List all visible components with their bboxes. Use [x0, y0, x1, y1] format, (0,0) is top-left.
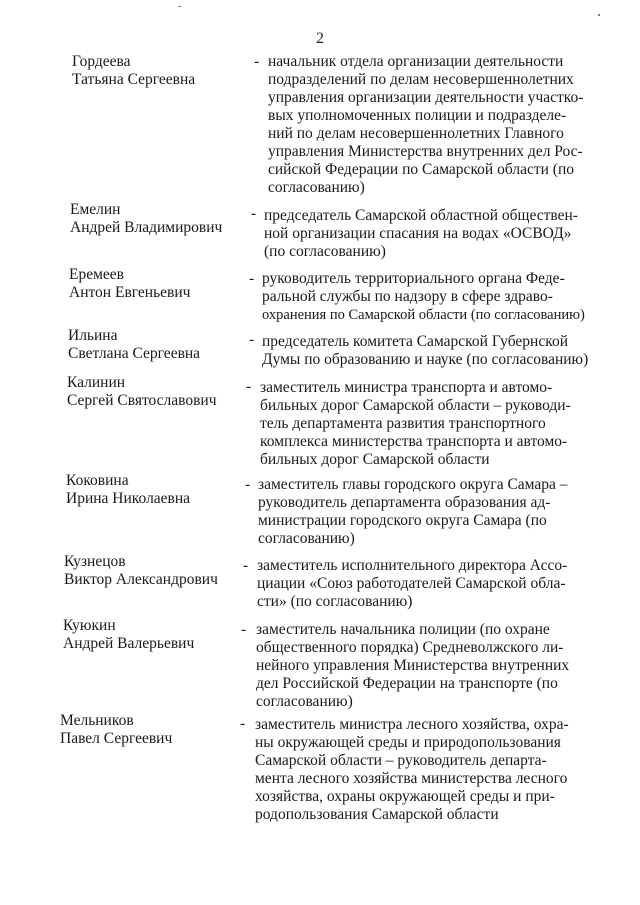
person-position	[256, 621, 569, 711]
person-name	[72, 53, 272, 89]
person-name	[64, 553, 264, 589]
position-line: тель департамента развития транспортного	[260, 415, 546, 432]
position-line: заместитель министра лесного хозяйства, охра-	[255, 716, 569, 733]
person-position	[260, 379, 571, 469]
position-line: бильных дорог Самарской области	[260, 451, 490, 468]
position-line: родопользования Самарской области	[255, 806, 499, 823]
position-line: циации «Союз работодателей Самарской обла-	[257, 575, 566, 592]
person-name	[66, 472, 266, 508]
person-position	[257, 557, 567, 611]
position-line: комплекса министерства транспорта и автомо-	[260, 433, 568, 450]
person-surname: Калинин	[67, 374, 126, 391]
person-position	[255, 716, 569, 824]
position-line: министрации городского округа Самара (по	[258, 512, 547, 529]
person-given-names: Светлана Сергеевна	[68, 345, 201, 362]
position-line: согласованию)	[258, 530, 355, 547]
person-name	[63, 617, 263, 653]
position-line: вых уполномоченных полиции и подразделе-	[268, 107, 567, 124]
person-surname: Емелин	[70, 201, 121, 218]
position-line: охранения по Самарской области (по согласованию)	[262, 307, 585, 323]
position-line: председатель комитета Самарской Губернской	[262, 333, 569, 350]
person-name	[68, 327, 268, 363]
person-given-names: Андрей Валерьевич	[63, 635, 195, 652]
person-name	[60, 712, 260, 748]
entry-dash: -	[254, 53, 260, 70]
person-name	[69, 266, 269, 302]
position-line: ной организации спасания на водах «ОСВОД»	[264, 225, 572, 242]
person-name	[70, 201, 270, 237]
scan-speck	[178, 6, 181, 7]
position-line: подразделений по делам несовершеннолетних	[268, 71, 574, 88]
person-surname: Кузнецов	[64, 553, 126, 570]
person-surname: Коковина	[66, 472, 129, 489]
position-line: согласованию)	[256, 693, 353, 710]
person-surname: Мельников	[60, 712, 134, 729]
position-line: (по согласованию)	[264, 243, 386, 260]
person-surname: Гордеева	[72, 53, 131, 70]
entry-dash: -	[249, 331, 255, 348]
position-line: сти» (по согласованию)	[257, 593, 413, 610]
position-line: руководитель департамента образования ад-	[258, 494, 551, 511]
person-position	[264, 207, 578, 261]
position-line: дел Российской Федерации на транспорте (по	[256, 675, 558, 692]
position-line: бильных дорог Самарской области – руководи-	[260, 397, 571, 414]
position-line: сийской Федерации по Самарской области (по	[268, 161, 574, 178]
scan-speck	[598, 14, 600, 16]
position-line: ний по делам несовершеннолетних Главного	[268, 125, 564, 142]
entry-dash: -	[251, 205, 257, 222]
position-line: нейного управления Министерства внутренних	[256, 657, 570, 674]
entry-dash: -	[245, 476, 251, 493]
position-line: согласованию)	[268, 179, 365, 196]
page-number: 2	[316, 30, 324, 47]
person-given-names: Андрей Владимирович	[70, 219, 223, 236]
person-position	[258, 476, 568, 548]
position-line: общественного порядка) Средневолжского ли-	[256, 639, 564, 656]
position-line: управления Министерства внутренних дел Рос-	[268, 143, 583, 160]
person-given-names: Сергей Святославович	[67, 392, 217, 409]
position-line: заместитель главы городского округа Самара –	[258, 476, 568, 493]
position-line: Думы по образованию и науке (по согласованию)	[262, 351, 589, 368]
position-line: мента лесного хозяйства министерства лесного	[255, 770, 568, 787]
position-line: Самарской области – руководитель департа-	[255, 752, 547, 769]
position-line: председатель Самарской областной обществен-	[264, 207, 578, 224]
person-given-names: Павел Сергеевич	[60, 730, 173, 747]
entry-dash: -	[241, 621, 247, 638]
person-given-names: Виктор Александрович	[64, 571, 218, 588]
entry-dash: -	[243, 557, 249, 574]
entry-dash: -	[240, 715, 246, 732]
person-position	[268, 53, 583, 197]
position-line: заместитель исполнительного директора Ассо-	[257, 557, 568, 574]
person-given-names: Ирина Николаевна	[66, 490, 191, 507]
person-surname: Еремеев	[69, 266, 124, 283]
person-position	[262, 333, 588, 369]
entry-dash: -	[249, 270, 255, 287]
person-position	[262, 270, 585, 324]
position-line: ны окружающей среды и природопользования	[255, 734, 561, 751]
person-given-names: Антон Евгеньевич	[69, 284, 191, 301]
person-name	[67, 374, 267, 410]
position-line: руководитель территориального органа Феде-	[262, 270, 565, 287]
person-given-names: Татьяна Сергеевна	[72, 71, 196, 88]
entry-dash: -	[246, 378, 252, 395]
position-line: заместитель начальника полиции (по охране	[256, 621, 550, 638]
position-line: заместитель министра транспорта и автомо-	[260, 379, 553, 396]
person-surname: Ильина	[68, 327, 118, 344]
position-line: управления организации деятельности участко-	[268, 89, 584, 106]
position-line: начальник отдела организации деятельности	[268, 53, 564, 70]
person-surname: Куюкин	[63, 617, 116, 634]
position-line: ральной службы по надзору в сфере здраво-	[262, 288, 553, 305]
position-line: хозяйства, охраны окружающей среды и при-	[255, 788, 555, 805]
